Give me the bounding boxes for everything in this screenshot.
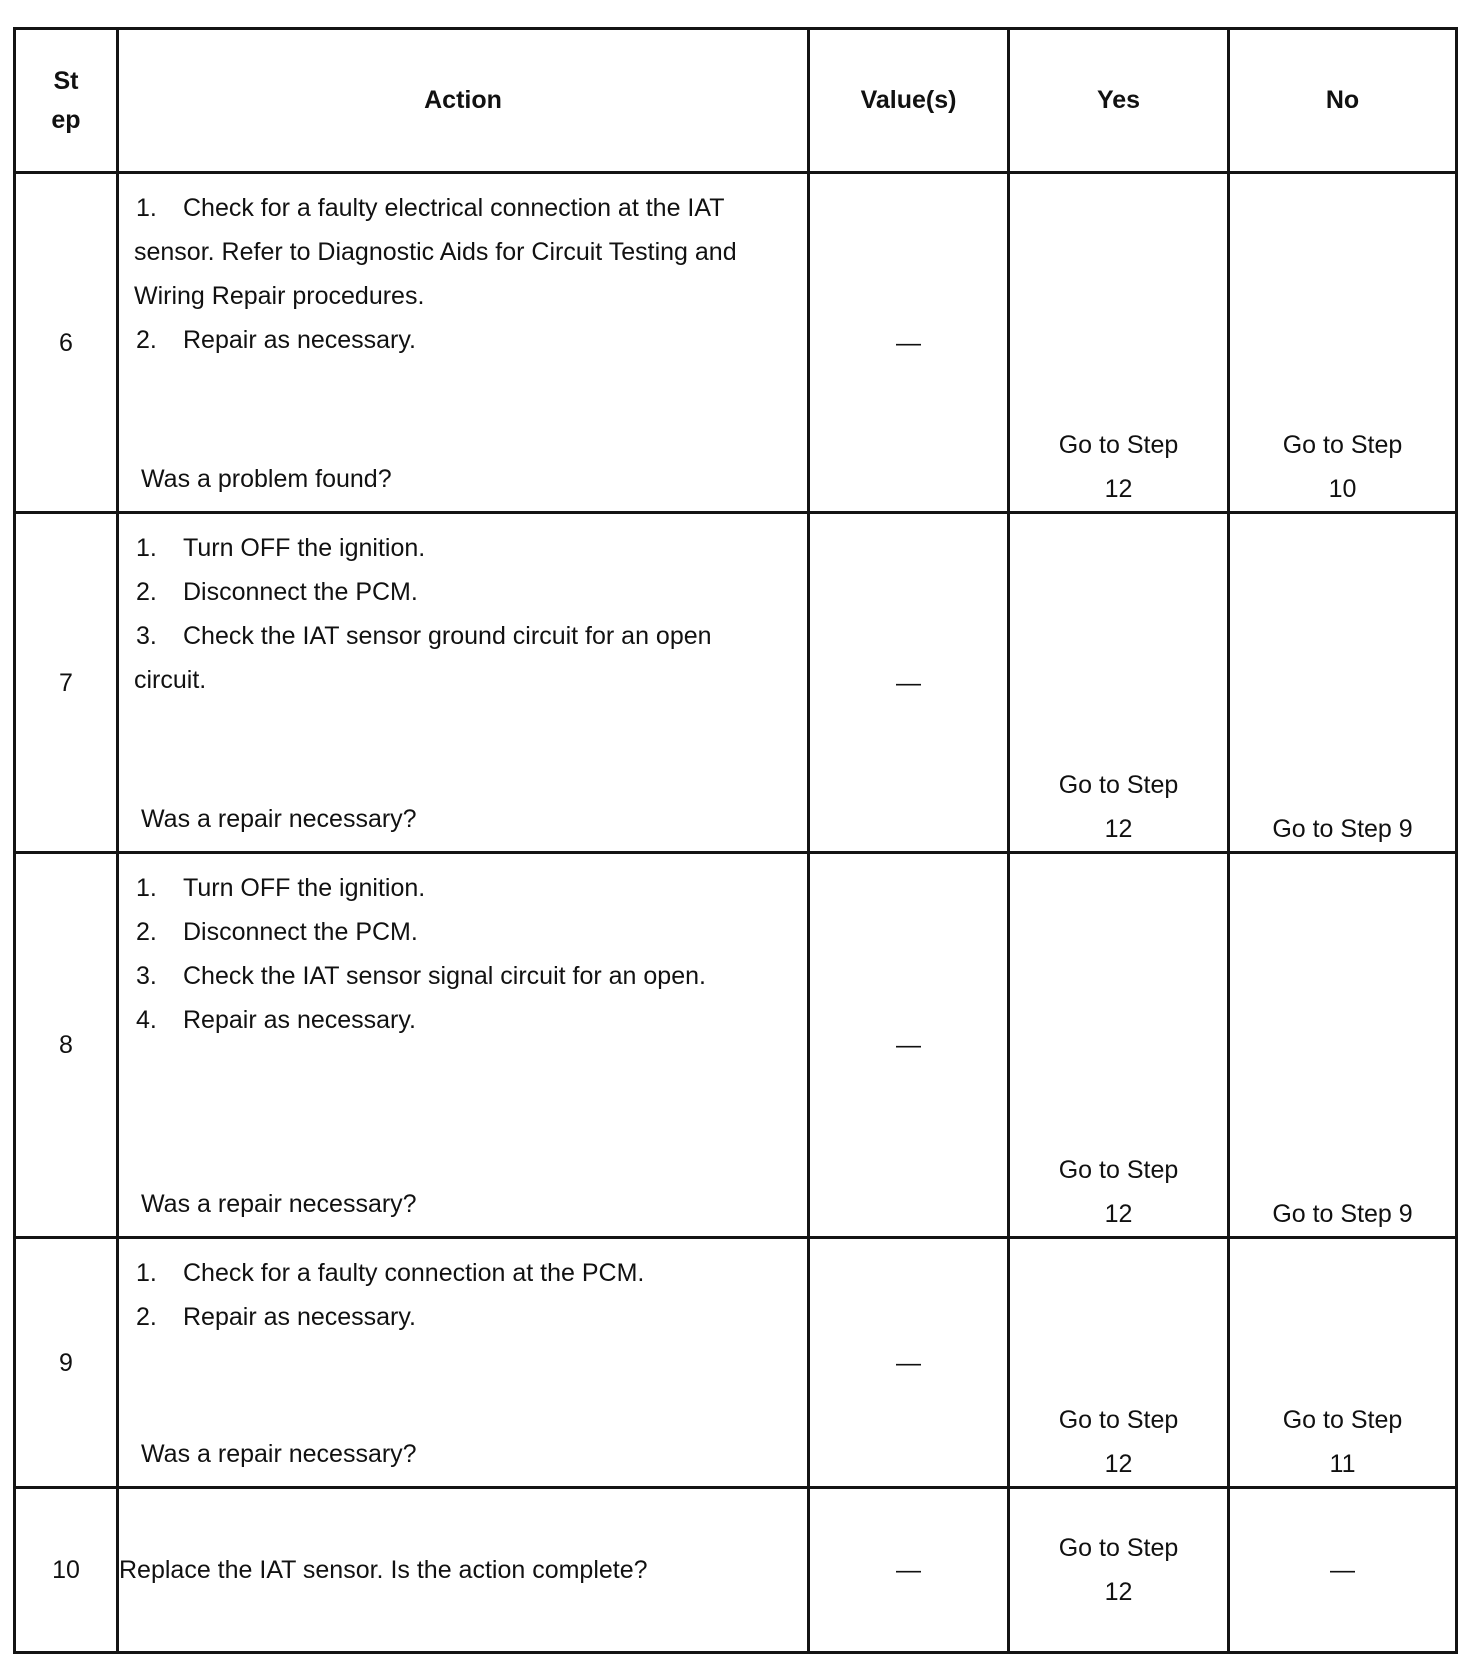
action-cell (118, 853, 809, 1238)
action-question: Was a repair necessary? (141, 1440, 417, 1468)
no-cell: Go to Step 9 (1229, 513, 1457, 853)
table-row-step-8 (15, 853, 1457, 1238)
yes-cell: Go to Step 12 (1009, 173, 1229, 513)
table-row-step-7 (15, 513, 1457, 853)
header-row (15, 29, 1457, 173)
action-cell (118, 1238, 809, 1488)
action-cell (118, 173, 809, 513)
no-cell: Go to Step 11 (1229, 1238, 1457, 1488)
yes-cell: Go to Step 12 (1009, 1238, 1229, 1488)
step-number: 9 (15, 1238, 118, 1488)
step-number: 7 (15, 513, 118, 853)
action-step: 4. Repair as necessary. (136, 1006, 416, 1034)
table-row-step-6 (15, 173, 1457, 513)
value-cell: — (809, 853, 1009, 1238)
table-row-step-9 (15, 1238, 1457, 1488)
action-step: 1. Check for a faulty connection at the PCM. (136, 1259, 645, 1287)
value-cell: — (809, 1238, 1009, 1488)
value-cell: — (809, 513, 1009, 853)
yes-cell: Go to Step 12 (1009, 853, 1229, 1238)
action-question: Was a problem found? (141, 465, 392, 493)
action-step: 2. Repair as necessary. (136, 326, 416, 354)
value-cell: — (809, 1488, 1009, 1653)
action-step: 1. Turn OFF the ignition. (136, 874, 426, 902)
action-step: 1. Check for a faulty electrical connection at the IAT sensor. Refer to Diagnostic Aids for Circuit Testing and Wiring Repair procedures. (134, 194, 737, 310)
action-steps (119, 854, 807, 1042)
step-number: 6 (15, 173, 118, 513)
action-step: 2. Disconnect the PCM. (136, 918, 418, 946)
action-steps (119, 1239, 807, 1339)
no-cell: — (1229, 1488, 1457, 1653)
action-steps (119, 514, 807, 702)
action-step: 3. Check the IAT sensor signal circuit for an open. (136, 962, 706, 990)
action-step: 3. Check the IAT sensor ground circuit for an open circuit. (134, 622, 712, 694)
action-cell: Replace the IAT sensor. Is the action complete? (118, 1488, 809, 1653)
action-step: 1. Turn OFF the ignition. (136, 534, 426, 562)
table-row-step-10 (15, 1488, 1457, 1653)
step-number: 8 (15, 853, 118, 1238)
action-steps (119, 174, 807, 362)
header-action: Action (118, 29, 809, 173)
no-cell: Go to Step 9 (1229, 853, 1457, 1238)
action-question: Was a repair necessary? (141, 1190, 417, 1218)
action-step: 2. Disconnect the PCM. (136, 578, 418, 606)
yes-cell: Go to Step 12 (1009, 1488, 1229, 1653)
action-step: 2. Repair as necessary. (136, 1303, 416, 1331)
header-step: St ep (15, 29, 118, 173)
no-cell: Go to Step 10 (1229, 173, 1457, 513)
header-values: Value(s) (809, 29, 1009, 173)
action-cell (118, 513, 809, 853)
yes-cell: Go to Step 12 (1009, 513, 1229, 853)
step-number: 10 (15, 1488, 118, 1653)
header-yes: Yes (1009, 29, 1229, 173)
diagnostic-table (13, 27, 1458, 1654)
header-no: No (1229, 29, 1457, 173)
value-cell: — (809, 173, 1009, 513)
action-question: Was a repair necessary? (141, 805, 417, 833)
